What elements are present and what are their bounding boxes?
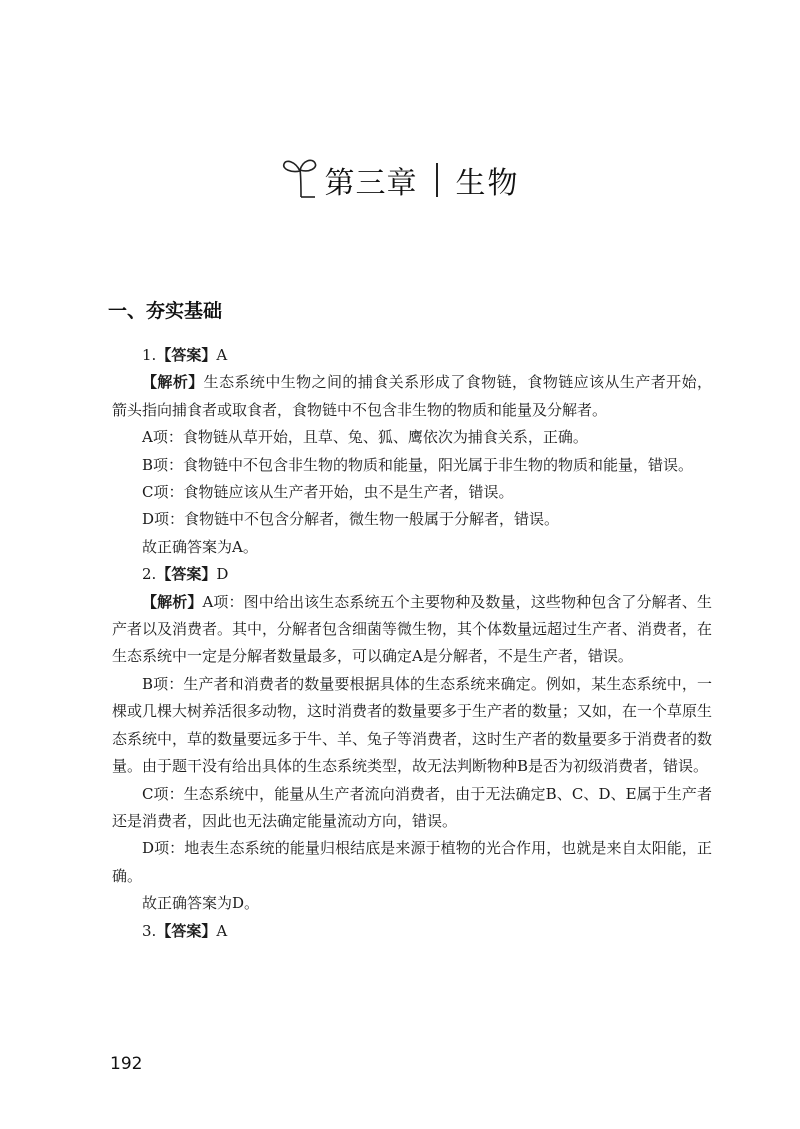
q1-option-b: B项：食物链中不包含非生物的物质和能量，阳光属于非生物的物质和能量，错误。 [142,455,694,474]
q3-answer-line: 3.【答案】A [142,921,228,940]
answer-value: A [216,921,228,940]
answer-tag: 【答案】 [156,346,217,364]
q2-answer-line: 2.【答案】D [142,565,229,584]
q2-option-c: C项：生态系统中，能量从生产者流向消费者，由于无法确定B、C、D、E属于生产者还是消费者，因此也无法确定能量流动方向，错误。 [112,784,712,830]
answer-value: D [216,565,229,584]
answer-content [112,342,712,945]
chapter-header [0,158,800,202]
q1-analysis: 【解析】生态系统中生物之间的捕食关系形成了食物链，食物链应该从生产者开始，箭头指向捕食者或取食者，食物链中不包含非生物的物质和能量及分解者。 [112,373,712,419]
q1-conclusion: 故正确答案为A。 [142,537,258,556]
chapter-number: 第三章 [324,166,418,201]
q2-analysis: 【解析】A项：图中给出该生态系统五个主要物种及数量，这些物种包含了分解者、生产者以及消费者。其中，分解者包含细菌等微生物，其个体数量远超过生产者、消费者，在生态系统中一定是分解者数量最多，可以确定A是分解者，不是生产者，错误。 [112,592,713,666]
q2-option-b: B项：生产者和消费者的数量要根据具体的生态系统来确定。例如，某生态系统中，一棵或几棵大树养活很多动物，这时消费者的数量要多于生产者的数量；又如，在一个草原生态系统中，草的数量要远多于牛、羊、兔子等消费者，这时生产者的数量要多于消费者的数量。由于题干没有给出具体的生态系统类型，故无法判断物种B是否为初级消费者，错误。 [112,674,713,776]
chapter-divider [436,163,438,197]
analysis-tag: 【解析】 [142,373,204,392]
sprout-icon [281,155,321,199]
section-heading: 一、夯实基础 [108,300,223,322]
q1-option-d: D项：食物链中不包含分解者，微生物一般属于分解者，错误。 [142,510,560,529]
page-number: 192 [110,1054,143,1074]
q1-option-a: A项：食物链从草开始，且草、兔、狐、鹰依次为捕食关系，正确。 [142,428,588,447]
q2-option-d: D项：地表生态系统的能量归根结底是来源于植物的光合作用，也就是来自太阳能，正确。 [112,839,712,885]
q1-option-c: C项：食物链应该从生产者开始，虫不是生产者，错误。 [142,483,514,502]
answer-value: A [216,346,228,364]
q1-answer-line: 1.【答案】A [142,346,228,364]
answer-tag: 【答案】 [156,921,217,940]
answer-tag: 【答案】 [156,565,217,584]
analysis-tag: 【解析】 [142,592,203,611]
q2-conclusion: 故正确答案为D。 [142,894,260,913]
chapter-title: 生物 [455,166,520,201]
